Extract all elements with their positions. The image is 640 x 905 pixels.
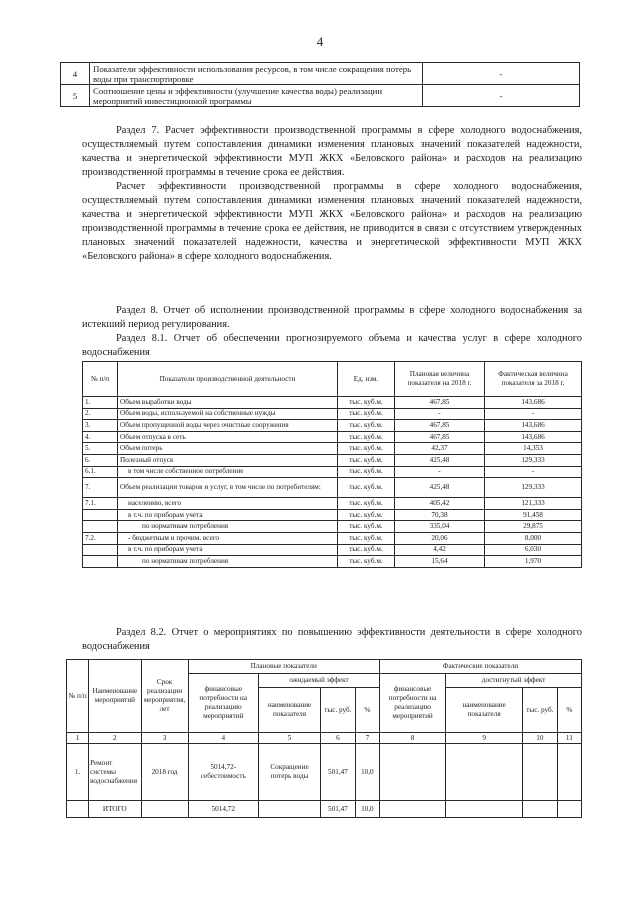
row-name: в т.ч. по приборам учета xyxy=(118,544,338,556)
header-planned: Плановые показатели xyxy=(188,660,379,674)
row-term: 2018 год xyxy=(141,744,188,801)
row-fact: 14,353 xyxy=(485,443,582,455)
row-num: 7. xyxy=(83,478,118,498)
row-num xyxy=(83,521,118,533)
row-empty xyxy=(557,744,581,801)
row-name: Объем пропущенной воды через очистные сооружения xyxy=(118,420,338,432)
header-term: Срок реализации мероприятия, лет xyxy=(141,660,188,733)
row-fact: - xyxy=(485,466,582,478)
table-row xyxy=(83,498,582,510)
total-label: ИТОГО xyxy=(89,801,142,818)
header-num: № п/п xyxy=(83,362,118,397)
header-fin-fact: финансовые потребности на реализацию мероприятий xyxy=(379,674,445,733)
header-achieved: достигнутый эффект xyxy=(446,674,582,688)
row-plan: 467,85 xyxy=(395,397,485,409)
row-num: 7.1. xyxy=(83,498,118,510)
row-plan: 4,42 xyxy=(395,544,485,556)
total-rub: 501,47 xyxy=(321,801,356,818)
total-row xyxy=(67,801,582,818)
header-fact: Фактическая величина показателя за 2018 г. xyxy=(485,362,582,397)
column-number: 4 xyxy=(188,733,258,744)
header-pct-2: % xyxy=(557,688,581,733)
header-num: № п/п xyxy=(67,660,89,733)
row-unit: тыс. куб.м. xyxy=(338,521,395,533)
row-plan: 15,64 xyxy=(395,556,485,568)
row-fact: 91,458 xyxy=(485,509,582,521)
row-empty xyxy=(446,744,523,801)
indicator-value: - xyxy=(423,85,580,107)
row-name: Объем реализации товаров и услуг, в том числе по потребителям: xyxy=(118,478,338,498)
row-unit: тыс. куб.м. xyxy=(338,408,395,420)
row-name: Полезный отпуск xyxy=(118,454,338,466)
section-7-paragraph: Раздел 7. Расчет эффективности производственной программы в сфере холодного водоснабжения, осуществляемый путем сопоставления динамики изменения плановых значений показателей надежности, качества и энергетической эффективности МУП ЖКХ «Беловского района» и расходов на реализацию производственной программы в течение срока ее действия. xyxy=(82,125,582,178)
total-empty xyxy=(379,801,445,818)
row-plan: 42,37 xyxy=(395,443,485,455)
row-plan: 467,85 xyxy=(395,431,485,443)
row-empty xyxy=(523,744,558,801)
volume-report-table xyxy=(82,361,582,568)
header-pct: % xyxy=(355,688,379,733)
column-number: 2 xyxy=(89,733,142,744)
row-fact: 8,000 xyxy=(485,532,582,544)
total-empty xyxy=(141,801,188,818)
column-number: 6 xyxy=(321,733,356,744)
column-number: 10 xyxy=(523,733,558,744)
row-plan: - xyxy=(395,466,485,478)
row-num: 2. xyxy=(83,408,118,420)
row-name: по нормативам потребления xyxy=(118,521,338,533)
row-num: 1. xyxy=(83,397,118,409)
column-number: 7 xyxy=(355,733,379,744)
row-num xyxy=(83,556,118,568)
row-fact: 143,686 xyxy=(485,397,582,409)
total-empty xyxy=(557,801,581,818)
total-empty xyxy=(523,801,558,818)
row-num xyxy=(83,544,118,556)
header-fin-plan: финансовые потребности на реализацию мероприятий xyxy=(188,674,258,733)
row-fact: 129,333 xyxy=(485,478,582,498)
row-pct: 10,0 xyxy=(355,744,379,801)
row-unit: тыс. куб.м. xyxy=(338,556,395,568)
row-num: 6. xyxy=(83,454,118,466)
row-plan: 467,85 xyxy=(395,420,485,432)
row-name: Объем воды, используемой на собственные нужды xyxy=(118,408,338,420)
table-row xyxy=(83,478,582,498)
row-name: по нормативам потребления xyxy=(118,556,338,568)
header-name: Наименование мероприятий xyxy=(89,660,142,733)
table-header-row xyxy=(67,660,582,674)
row-fact: 143,686 xyxy=(485,431,582,443)
row-name: - бюджетным и прочим, всего xyxy=(118,532,338,544)
table-row xyxy=(83,443,582,455)
section-8-2 xyxy=(82,626,582,654)
row-name: Объем потерь xyxy=(118,443,338,455)
table-row xyxy=(67,744,582,801)
total-empty xyxy=(259,801,321,818)
column-number: 9 xyxy=(446,733,523,744)
row-plan: 405,42 xyxy=(395,498,485,510)
row-num: 4. xyxy=(83,431,118,443)
row-unit: тыс. куб.м. xyxy=(338,431,395,443)
table-row xyxy=(83,556,582,568)
table-row xyxy=(83,408,582,420)
row-name: в том числе собственное потребление xyxy=(118,466,338,478)
header-indicator: Показатели производственной деятельности xyxy=(118,362,338,397)
column-number: 1 xyxy=(67,733,89,744)
row-num: 1. xyxy=(67,744,89,801)
row-number: 5 xyxy=(61,85,90,107)
row-name: в т.ч. по приборам учета xyxy=(118,509,338,521)
header-rub-2: тыс. руб. xyxy=(523,688,558,733)
row-fact: 143,686 xyxy=(485,420,582,432)
row-name: Объем выработки воды xyxy=(118,397,338,409)
column-number: 5 xyxy=(259,733,321,744)
row-unit: тыс. куб.м. xyxy=(338,397,395,409)
top-indicators-table xyxy=(60,62,580,107)
table-row xyxy=(83,466,582,478)
row-unit: тыс. куб.м. xyxy=(338,544,395,556)
row-fact: 129,333 xyxy=(485,454,582,466)
column-number: 3 xyxy=(141,733,188,744)
row-effect: Сокращение потерь воды xyxy=(259,744,321,801)
header-indicator-name-2: наименование показателя xyxy=(446,688,523,733)
row-name: Объем отпуска в сеть xyxy=(118,431,338,443)
row-num xyxy=(83,509,118,521)
table-row xyxy=(61,85,580,107)
row-unit: тыс. куб.м. xyxy=(338,478,395,498)
page-number: 4 xyxy=(316,34,324,49)
total-fin: 5014,72 xyxy=(188,801,258,818)
row-plan: 425,48 xyxy=(395,454,485,466)
table-row xyxy=(83,509,582,521)
row-plan: 335,04 xyxy=(395,521,485,533)
row-unit: тыс. куб.м. xyxy=(338,443,395,455)
column-number: 11 xyxy=(557,733,581,744)
row-name: Ремонт системы водоснабжения xyxy=(89,744,142,801)
row-unit: тыс. куб.м. xyxy=(338,532,395,544)
section-7 xyxy=(82,124,582,264)
row-unit: тыс. куб.м. xyxy=(338,466,395,478)
indicator-name: Показатели эффективности использования ресурсов, в том числе сокращения потерь воды при транспортировке xyxy=(90,63,423,85)
row-fact: 6,030 xyxy=(485,544,582,556)
table-row xyxy=(83,397,582,409)
header-rub: тыс. руб. xyxy=(321,688,356,733)
row-rub: 501,47 xyxy=(321,744,356,801)
table-row xyxy=(83,431,582,443)
measures-report-table xyxy=(66,659,582,818)
column-numbers-row xyxy=(67,733,582,744)
row-unit: тыс. куб.м. xyxy=(338,420,395,432)
total-empty xyxy=(67,801,89,818)
indicator-value: - xyxy=(423,63,580,85)
section-8-1-heading: Раздел 8.1. Отчет об обеспечении прогнозируемого объема и качества услуг в сфере холодного водоснабжения xyxy=(82,333,582,358)
row-name: населению, всего xyxy=(118,498,338,510)
section-8 xyxy=(82,304,582,360)
table-row xyxy=(61,63,580,85)
row-number: 4 xyxy=(61,63,90,85)
total-empty xyxy=(446,801,523,818)
row-fin: 5014,72- себестоимость xyxy=(188,744,258,801)
row-fact: 1,970 xyxy=(485,556,582,568)
row-num: 7.2. xyxy=(83,532,118,544)
header-indicator-name: наименование показателя xyxy=(259,688,321,733)
header-unit: Ед. изм. xyxy=(338,362,395,397)
table-header-row xyxy=(83,362,582,397)
row-num: 3. xyxy=(83,420,118,432)
indicator-name: Соотношение цены и эффективности (улучшение качества воды) реализации мероприятий инвестиционной программы xyxy=(90,85,423,107)
table-row xyxy=(83,454,582,466)
row-unit: тыс. куб.м. xyxy=(338,498,395,510)
row-fact: - xyxy=(485,408,582,420)
table-row xyxy=(83,521,582,533)
row-unit: тыс. куб.м. xyxy=(338,454,395,466)
row-fact: 121,333 xyxy=(485,498,582,510)
table-row xyxy=(83,420,582,432)
section-8-heading: Раздел 8. Отчет об исполнении производственной программы в сфере холодного водоснабжения за истекший период регулирования. xyxy=(82,305,582,330)
header-plan: Плановая величина показателя на 2018 г. xyxy=(395,362,485,397)
row-plan: 70,38 xyxy=(395,509,485,521)
header-actual: Фактические показатели xyxy=(379,660,581,674)
row-plan: - xyxy=(395,408,485,420)
table-row xyxy=(83,544,582,556)
row-num: 5. xyxy=(83,443,118,455)
row-num: 6.1. xyxy=(83,466,118,478)
section-8-2-heading: Раздел 8.2. Отчет о мероприятиях по повышению эффективности деятельности в сфере холодного водоснабжения xyxy=(82,627,582,652)
header-expected: ожидаемый эффект xyxy=(259,674,380,688)
column-number: 8 xyxy=(379,733,445,744)
table-row xyxy=(83,532,582,544)
total-pct: 10,0 xyxy=(355,801,379,818)
row-empty xyxy=(379,744,445,801)
row-unit: тыс. куб.м. xyxy=(338,509,395,521)
row-plan: 425,48 xyxy=(395,478,485,498)
row-fact: 29,875 xyxy=(485,521,582,533)
section-7-paragraph: Расчет эффективности производственной программы в сфере холодного водоснабжения, осуществляемый путем сопоставления динамики изменения плановых значений показателей надежности, качества и энергетической эффективности МУП ЖКХ «Беловского района» и расходов на реализацию производственной программы в течение срока ее действия, не приводится в связи с отсутствием утвержденных плановых значений показателей надежности, качества и энергетической эффективности МУП ЖКХ «Беловского района» в сфере холодного водоснабжения. xyxy=(82,181,582,262)
row-plan: 20,06 xyxy=(395,532,485,544)
